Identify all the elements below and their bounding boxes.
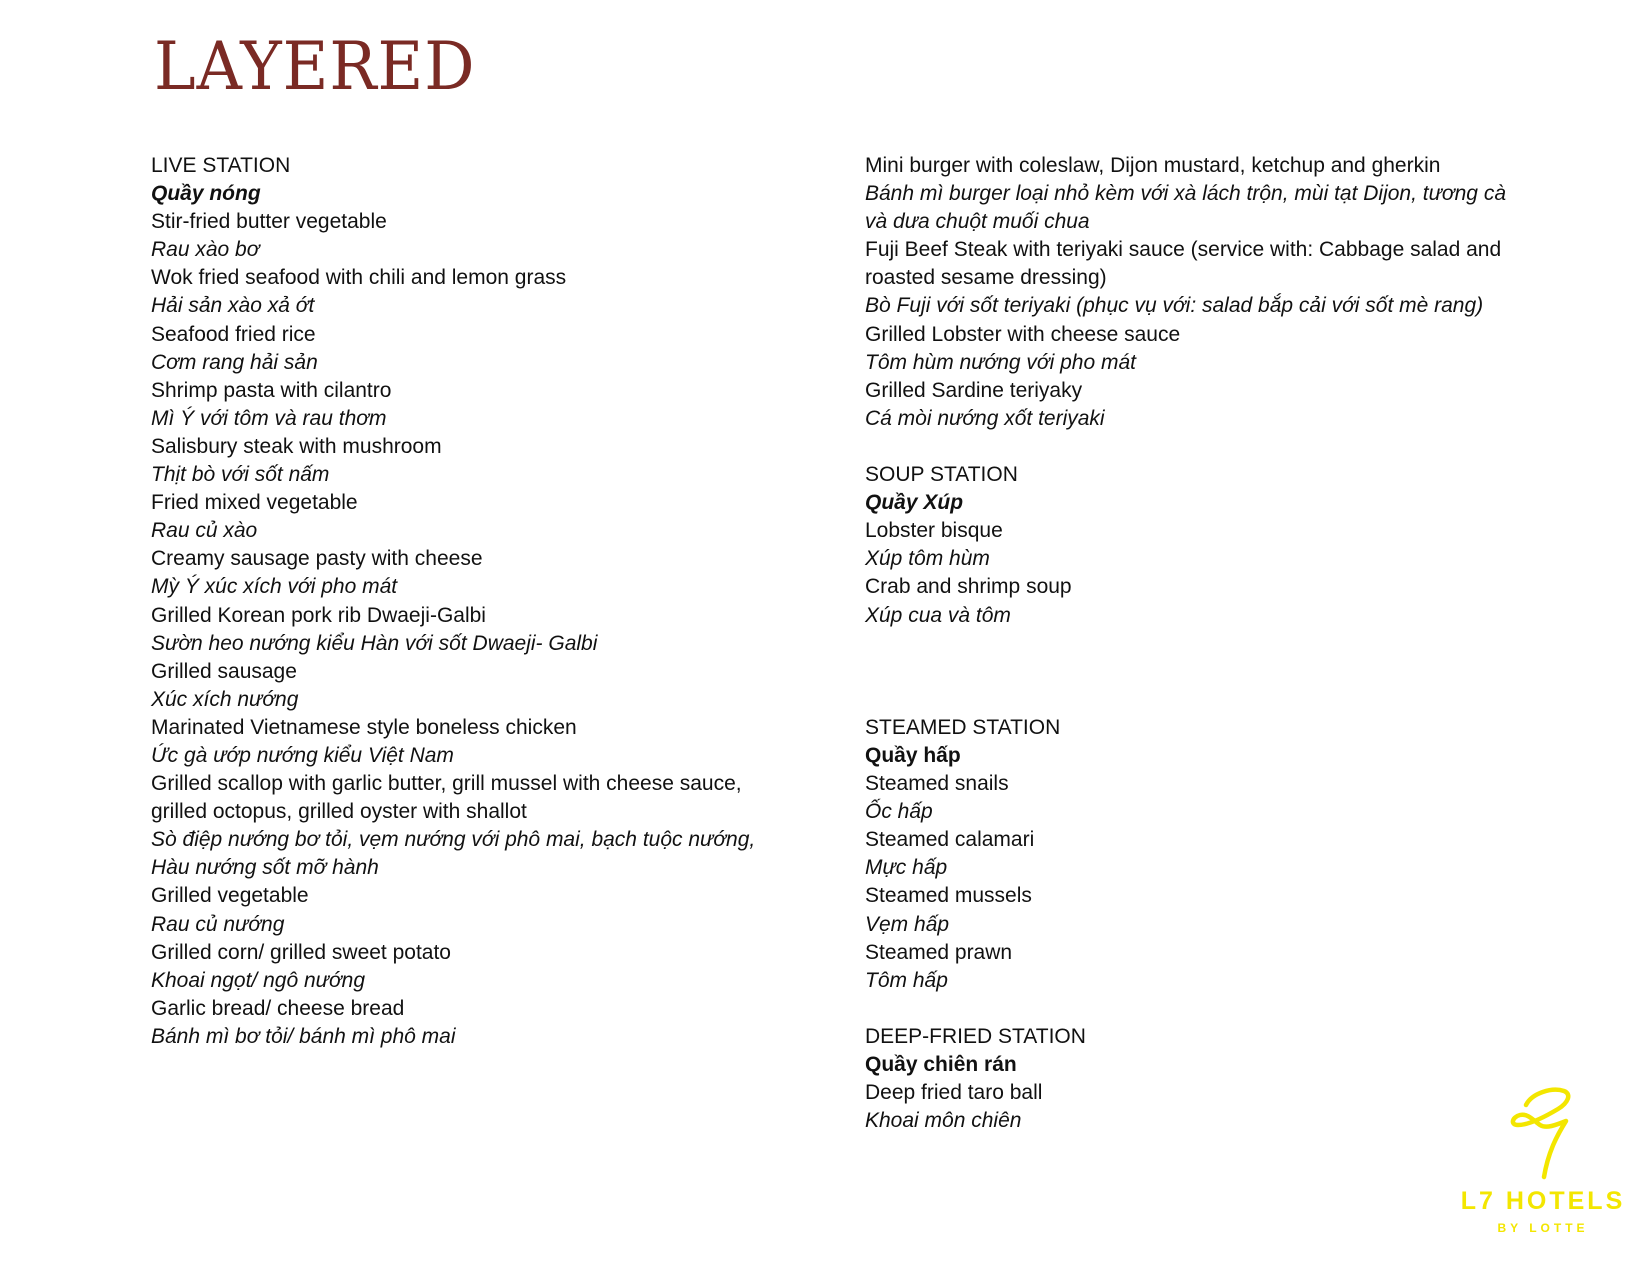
menu-item-english: Marinated Vietnamese style boneless chicken	[151, 715, 577, 739]
menu-item-english: Grilled corn/ grilled sweet potato	[151, 940, 451, 964]
menu-item-vietnamese: Vẹm hấp	[865, 912, 950, 936]
menu-item-english: Fuji Beef Steak with teriyaki sauce (service with: Cabbage salad and	[865, 238, 1502, 262]
section-subheading: Quầy nóng	[151, 182, 261, 206]
section-heading: SOUP STATION	[865, 463, 1018, 487]
menu-item-english: Steamed prawn	[865, 940, 1013, 964]
menu-item-vietnamese: Ức gà ướp nướng kiểu Việt Nam	[151, 743, 454, 767]
menu-column-right	[865, 152, 1525, 1135]
menu-item-vietnamese: Mỳ Ý xúc xích với pho mát	[151, 575, 398, 599]
menu-item-english: Grilled Korean pork rib Dwaeji-Galbi	[151, 603, 486, 627]
menu-item-english: Grilled vegetable	[151, 884, 309, 908]
menu-item-vietnamese: Bánh mì bơ tỏi/ bánh mì phô mai	[151, 1024, 456, 1048]
section-subheading: Quầy hấp	[865, 743, 961, 767]
menu-item-english: Garlic bread/ cheese bread	[151, 996, 405, 1020]
menu-item-english: Steamed mussels	[865, 884, 1032, 908]
menu-item-vietnamese: Xúp cua và tôm	[865, 603, 1011, 627]
menu-item-vietnamese: Ốc hấp	[865, 800, 933, 824]
menu-item-vietnamese: Tôm hùm nướng với pho mát	[865, 350, 1136, 374]
brand-subtitle: BY LOTTE	[1497, 1221, 1589, 1235]
menu-item-vietnamese: Bánh mì burger loại nhỏ kèm với xà lách trộn, mùi tạt Dijon, tương cà	[865, 182, 1506, 206]
menu-item-english: Fried mixed vegetable	[151, 491, 358, 515]
menu-item-english: Grilled Sardine teriyaky	[865, 378, 1083, 402]
menu-item-english: Crab and shrimp soup	[865, 575, 1072, 599]
menu-item-vietnamese: Cơm rang hải sản	[151, 350, 318, 374]
menu-item-vietnamese: Cá mòi nướng xốt teriyaki	[865, 406, 1105, 430]
menu-item-english: Steamed calamari	[865, 828, 1035, 852]
menu-item-english: Shrimp pasta with cilantro	[151, 378, 392, 402]
menu-item-vietnamese: Mực hấp	[865, 856, 948, 880]
menu-item-vietnamese: Hải sản xào xả ớt	[151, 294, 315, 318]
spacer	[865, 995, 1525, 1023]
menu-item-vietnamese: Rau củ nướng	[151, 912, 285, 936]
section-heading: DEEP-FRIED STATION	[865, 1024, 1086, 1048]
hotel-brand	[1458, 1085, 1628, 1234]
menu-item-vietnamese: Hàu nướng sốt mỡ hành	[151, 856, 379, 880]
menu-item-english: Lobster bisque	[865, 519, 1003, 543]
spacer	[865, 630, 1525, 714]
restaurant-logo: LAYERED	[154, 28, 476, 105]
menu-item-english: Stir-fried butter vegetable	[151, 210, 387, 234]
menu-item-vietnamese: Thịt bò với sốt nấm	[151, 463, 330, 487]
menu-item-english: Wok fried seafood with chili and lemon grass	[151, 266, 567, 290]
section-heading: STEAMED STATION	[865, 715, 1061, 739]
spacer	[865, 433, 1525, 461]
menu-item-english: Grilled scallop with garlic butter, grill mussel with cheese sauce,	[151, 772, 742, 796]
menu-item-vietnamese: Rau xào bơ	[151, 238, 260, 262]
menu-item-english: Steamed snails	[865, 772, 1009, 796]
menu-item-english: Deep fried taro ball	[865, 1081, 1043, 1105]
menu-item-english: Mini burger with coleslaw, Dijon mustard, ketchup and gherkin	[865, 154, 1441, 177]
section-subheading: Quầy Xúp	[865, 491, 964, 515]
menu-item-english: Creamy sausage pasty with cheese	[151, 547, 483, 571]
menu-item-vietnamese: Rau củ xào	[151, 519, 258, 543]
menu-item-english: Seafood fried rice	[151, 322, 316, 346]
menu-item-vietnamese: Sườn heo nướng kiểu Hàn với sốt Dwaeji- Galbi	[151, 631, 598, 655]
menu-item-english: Grilled Lobster with cheese sauce	[865, 322, 1181, 346]
section-heading: LIVE STATION	[151, 154, 291, 177]
menu-item-vietnamese: và dưa chuột muối chua	[865, 210, 1090, 234]
menu-item-vietnamese: Khoai môn chiên	[865, 1109, 1022, 1133]
section-subheading: Quầy chiên rán	[865, 1053, 1017, 1077]
menu-item-english: Salisbury steak with mushroom	[151, 434, 442, 458]
menu-item-vietnamese: Tôm hấp	[865, 968, 948, 992]
menu-item-vietnamese: Xúp tôm hùm	[865, 547, 990, 571]
menu-column-left	[151, 152, 791, 1051]
l7-monogram-icon	[1508, 1085, 1578, 1181]
menu-item-english: Grilled sausage	[151, 659, 297, 683]
menu-item-vietnamese: Bò Fuji với sốt teriyaki (phục vụ với: salad bắp cải với sốt mè rang)	[865, 294, 1484, 318]
menu-item-vietnamese: Sò điệp nướng bơ tỏi, vẹm nướng với phô mai, bạch tuộc nướng,	[151, 828, 756, 852]
menu-item-vietnamese: Mì Ý với tôm và rau thơm	[151, 406, 387, 430]
menu-item-vietnamese: Khoai ngọt/ ngô nướng	[151, 968, 365, 992]
menu-item-english: roasted sesame dressing)	[865, 266, 1107, 290]
menu-item-english: grilled octopus, grilled oyster with shallot	[151, 800, 527, 824]
menu-item-vietnamese: Xúc xích nướng	[151, 687, 299, 711]
brand-name: L7 HOTELS	[1460, 1187, 1626, 1215]
